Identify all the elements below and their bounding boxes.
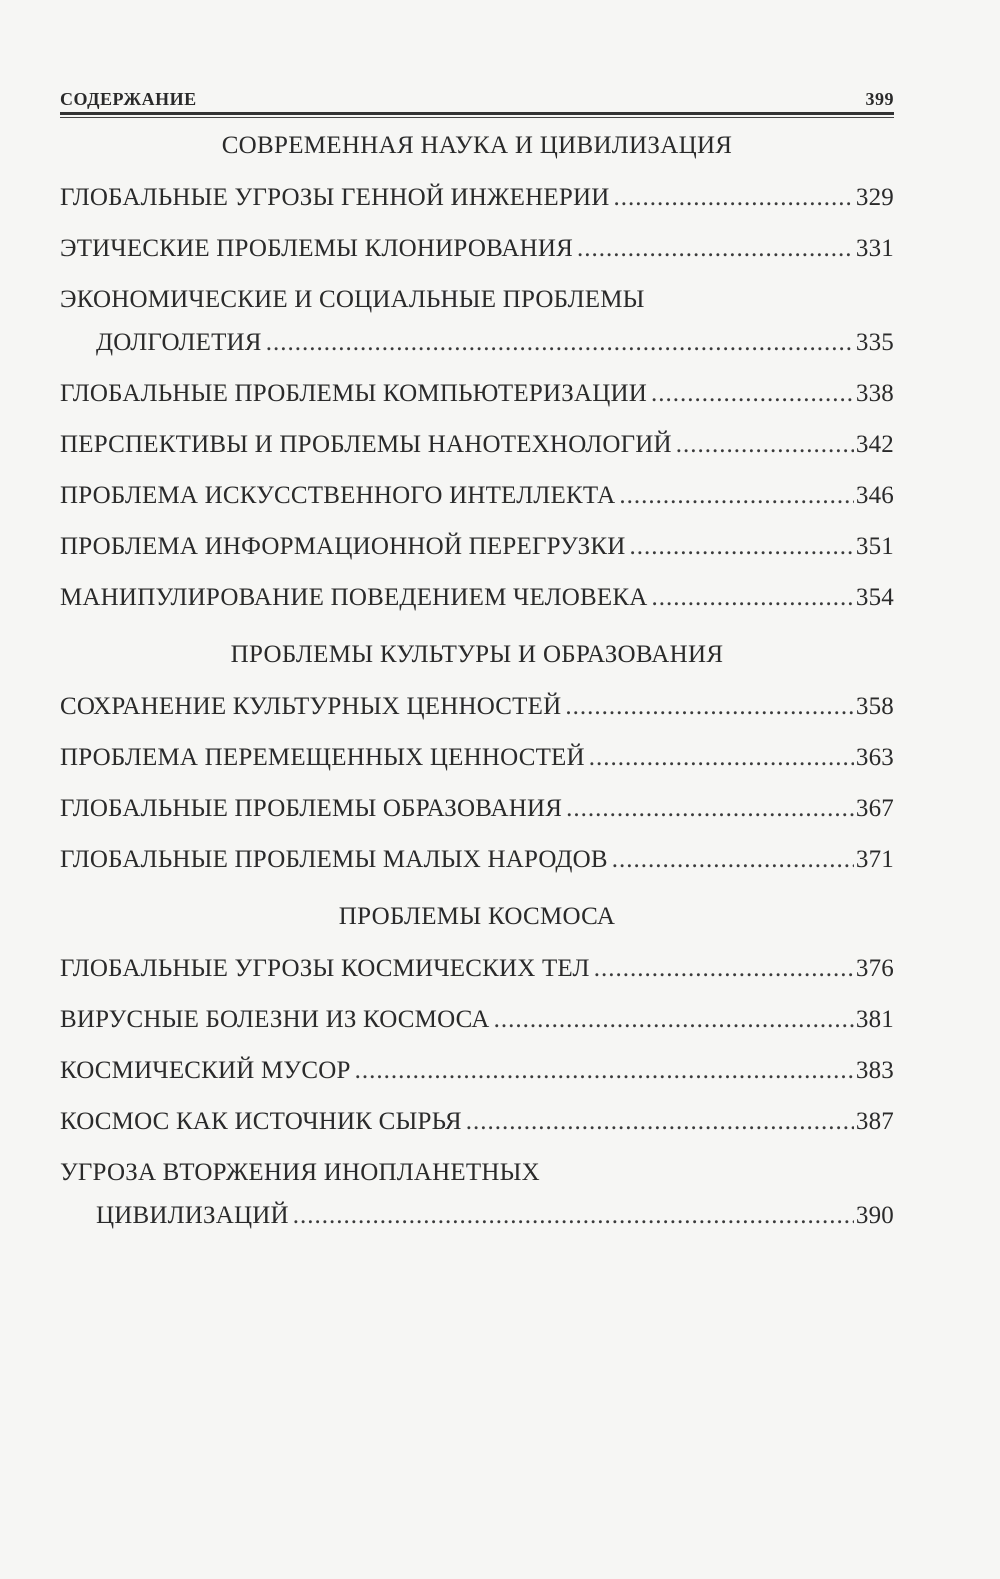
entry-page: 390 — [855, 1202, 894, 1229]
entry-page: 376 — [855, 955, 894, 982]
toc-entry[interactable] — [60, 834, 894, 885]
dot-leader — [619, 470, 854, 521]
entry-title: ГЛОБАЛЬНЫЕ УГРОЗЫ КОСМИЧЕСКИХ ТЕЛ — [60, 955, 590, 982]
section-title: ПРОБЛЕМЫ КУЛЬТУРЫ И ОБРАЗОВАНИЯ — [230, 641, 724, 668]
toc-entry[interactable] — [60, 419, 894, 470]
toc-entry[interactable] — [60, 521, 894, 572]
entry-title: ВИРУСНЫЕ БОЛЕЗНИ ИЗ КОСМОСА — [60, 1006, 490, 1033]
entry-title-continued: ДОЛГОЛЕТИЯ — [96, 329, 262, 356]
dot-leader — [293, 1190, 854, 1241]
running-head — [60, 82, 894, 110]
entry-title: КОСМИЧЕСКИЙ МУСОР — [60, 1057, 351, 1084]
entry-page: 363 — [855, 744, 894, 771]
entry-page: 335 — [855, 329, 894, 356]
dot-leader — [266, 317, 854, 368]
toc-section — [60, 901, 894, 1241]
page-number: 399 — [865, 89, 894, 109]
entry-title: МАНИПУЛИРОВАНИЕ ПОВЕДЕНИЕМ ЧЕЛОВЕКА — [60, 584, 648, 611]
dot-leader — [594, 943, 854, 994]
toc-entry[interactable] — [60, 572, 894, 623]
dot-leader — [630, 521, 854, 572]
entry-title: ПРОБЛЕМА ПЕРЕМЕЩЕННЫХ ЦЕННОСТЕЙ — [60, 744, 585, 771]
entry-page: 331 — [855, 235, 894, 262]
entry-page: 351 — [855, 533, 894, 560]
toc-entry[interactable] — [60, 1096, 894, 1147]
entry-page: 381 — [855, 1006, 894, 1033]
entry-page: 329 — [855, 184, 894, 211]
toc-entry[interactable] — [60, 223, 894, 274]
entry-page: 367 — [855, 795, 894, 822]
dot-leader — [676, 419, 854, 470]
toc-section — [60, 130, 894, 623]
dot-leader — [589, 732, 854, 783]
toc-section — [60, 639, 894, 885]
header-rule-thin — [60, 117, 894, 118]
toc-entry[interactable] — [60, 681, 894, 732]
dot-leader — [613, 172, 853, 223]
entry-title: ГЛОБАЛЬНЫЕ ПРОБЛЕМЫ ОБРАЗОВАНИЯ — [60, 795, 563, 822]
entry-title: УГРОЗА ВТОРЖЕНИЯ ИНОПЛАНЕТНЫХ — [60, 1159, 540, 1186]
running-title: СОДЕРЖАНИЕ — [60, 89, 197, 109]
dot-leader — [466, 1096, 854, 1147]
entry-page: 342 — [855, 431, 894, 458]
dot-leader — [494, 994, 854, 1045]
dot-leader — [612, 834, 854, 885]
dot-leader — [565, 681, 854, 732]
entry-title-continued: ЦИВИЛИЗАЦИЙ — [96, 1202, 289, 1229]
entry-page: 354 — [855, 584, 894, 611]
toc-entry[interactable] — [60, 1147, 894, 1241]
entry-title: ГЛОБАЛЬНЫЕ ПРОБЛЕМЫ МАЛЫХ НАРОДОВ — [60, 846, 608, 873]
entry-page: 338 — [855, 380, 894, 407]
toc-entry[interactable] — [60, 783, 894, 834]
toc-entry[interactable] — [60, 274, 894, 368]
dot-leader — [566, 783, 854, 834]
toc-entry[interactable] — [60, 368, 894, 419]
dot-leader — [652, 572, 854, 623]
entry-title: ЭТИЧЕСКИЕ ПРОБЛЕМЫ КЛОНИРОВАНИЯ — [60, 235, 574, 262]
dot-leader — [651, 368, 854, 419]
header-rule-thick — [60, 112, 894, 115]
toc-entry[interactable] — [60, 943, 894, 994]
entry-page: 387 — [855, 1108, 894, 1135]
entry-title: ГЛОБАЛЬНЫЕ УГРОЗЫ ГЕННОЙ ИНЖЕНЕРИИ — [60, 184, 610, 211]
toc-entry[interactable] — [60, 470, 894, 521]
toc-entry[interactable] — [60, 994, 894, 1045]
toc-entry[interactable] — [60, 1045, 894, 1096]
entry-title: ЭКОНОМИЧЕСКИЕ И СОЦИАЛЬНЫЕ ПРОБЛЕМЫ — [60, 286, 645, 313]
entry-title: ГЛОБАЛЬНЫЕ ПРОБЛЕМЫ КОМПЬЮТЕРИЗАЦИИ — [60, 380, 647, 407]
dot-leader — [577, 223, 854, 274]
entry-title: ПРОБЛЕМА ИНФОРМАЦИОННОЙ ПЕРЕГРУЗКИ — [60, 533, 626, 560]
entry-page: 371 — [855, 846, 894, 873]
entry-title: КОСМОС КАК ИСТОЧНИК СЫРЬЯ — [60, 1108, 462, 1135]
toc-page — [60, 82, 894, 1241]
entry-page: 358 — [855, 693, 894, 720]
dot-leader — [355, 1045, 854, 1096]
entry-page: 346 — [855, 482, 894, 509]
section-title: СОВРЕМЕННАЯ НАУКА И ЦИВИЛИЗАЦИЯ — [221, 132, 733, 159]
section-title: ПРОБЛЕМЫ КОСМОСА — [338, 903, 616, 930]
entry-page: 383 — [855, 1057, 894, 1084]
toc-entry[interactable] — [60, 172, 894, 223]
toc-entry[interactable] — [60, 732, 894, 783]
entry-title: ПРОБЛЕМА ИСКУССТВЕННОГО ИНТЕЛЛЕКТА — [60, 482, 616, 509]
entry-title: СОХРАНЕНИЕ КУЛЬТУРНЫХ ЦЕННОСТЕЙ — [60, 693, 562, 720]
entry-title: ПЕРСПЕКТИВЫ И ПРОБЛЕМЫ НАНОТЕХНОЛОГИЙ — [60, 431, 672, 458]
